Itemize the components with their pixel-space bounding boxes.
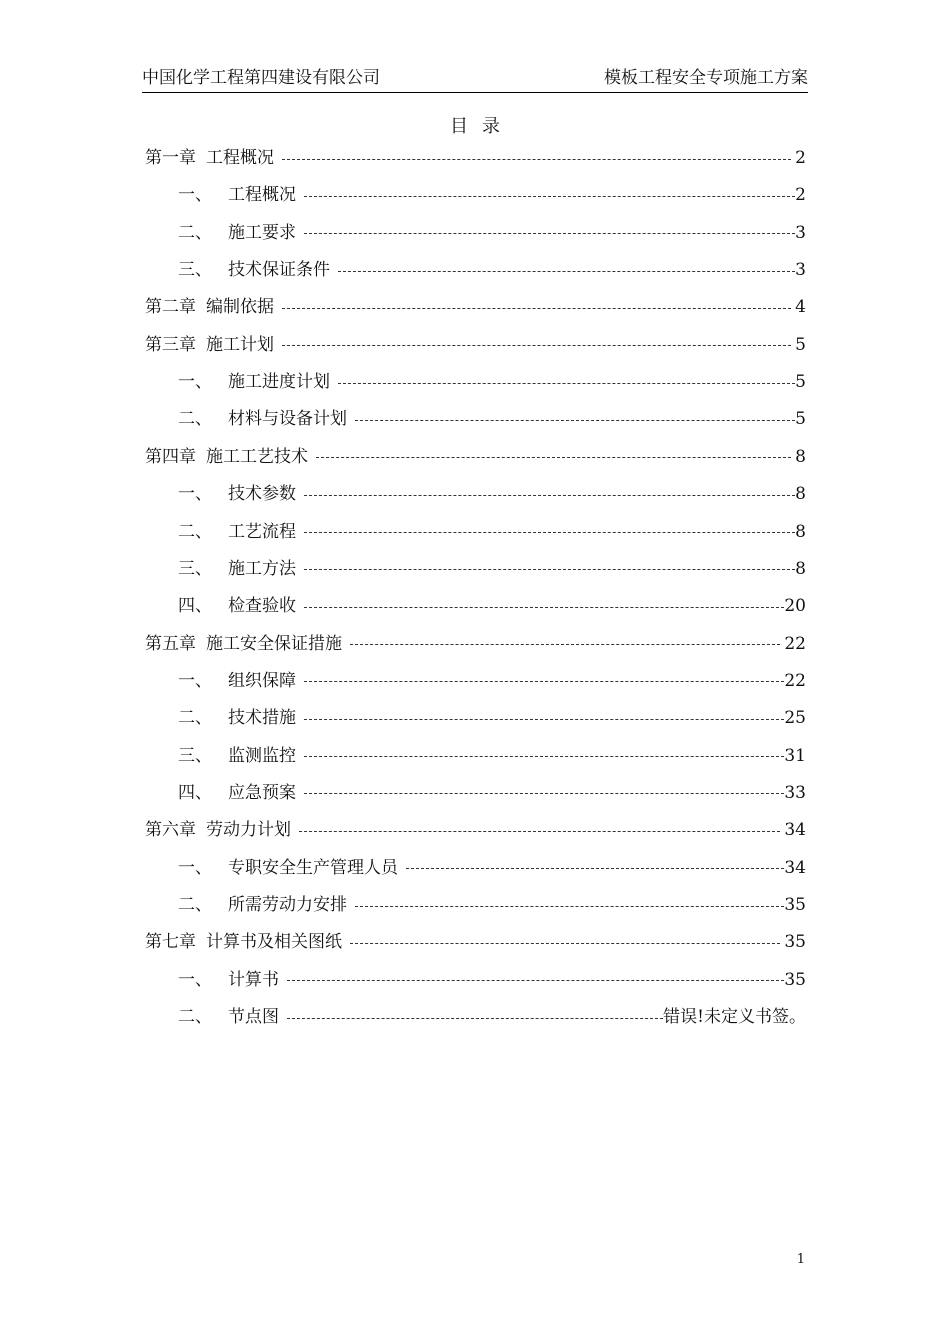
toc-chapter-entry[interactable] [145,817,806,843]
toc-dash-leader [287,1018,663,1019]
toc-entry-page: 35 [784,932,806,953]
toc-entry-number: 一、 [178,372,212,393]
toc-section-entry[interactable] [178,967,806,993]
toc-entry-page: 3 [795,222,806,243]
toc-entry-page: 8 [795,521,806,542]
toc-entry-title: 材料与设备计划 [228,409,347,430]
toc-dash-leader [350,644,780,645]
toc-entry-title: 所需劳动力安排 [228,895,347,915]
toc-entry-title: 技术参数 [228,484,296,505]
toc-entry-number: 三、 [178,558,212,579]
toc-entry-number: 二、 [178,895,212,915]
toc-entry-number: 三、 [178,745,212,766]
toc-dash-leader [304,756,784,757]
toc-dash-leader [282,345,791,346]
toc-entry-number: 第六章 [145,820,196,841]
toc-dash-leader [355,420,795,421]
toc-dash-leader [355,906,784,907]
toc-entry-page: 25 [784,708,806,729]
toc-entry-title: 编制依据 [206,297,274,318]
toc-entry-page: 22 [784,670,806,691]
toc-entry-number: 三、 [178,260,212,281]
toc-entry-title: 工程概况 [228,185,296,206]
toc-section-entry[interactable] [178,481,806,507]
toc-dash-leader [304,719,784,720]
toc-entry-number: 一、 [178,670,212,691]
toc-entry-page: 35 [784,895,806,915]
toc-entry-title: 节点图 [228,1007,279,1028]
toc-section-entry[interactable] [178,780,806,806]
toc-dash-leader [304,607,784,608]
toc-entry-number: 二、 [178,222,212,243]
toc-entry-title: 专职安全生产管理人员 [228,857,398,878]
toc-dash-leader [282,159,791,160]
toc-entry-page: 2 [795,148,806,168]
toc-entry-page: 31 [784,745,806,766]
toc-entry-page: 错误!未定义书签。 [663,1007,806,1028]
toc-entry-title: 监测监控 [228,745,296,766]
toc-entry-page: 4 [795,297,806,318]
toc-dash-leader [287,980,784,981]
toc-entry-number: 二、 [178,1007,212,1028]
toc-entry-number: 二、 [178,409,212,430]
toc-section-entry[interactable] [178,892,806,918]
toc-dash-leader [304,495,795,496]
toc-entry-number: 第七章 [145,932,196,953]
toc-section-entry[interactable] [178,369,806,395]
toc-section-entry[interactable] [178,743,806,769]
toc-entry-page: 8 [795,446,806,467]
toc-entry-number: 四、 [178,596,212,617]
toc-title: 目录 [450,116,514,137]
page-number: 1 [796,1252,805,1267]
toc-entry-page: 5 [795,372,806,393]
toc-entry-page: 34 [784,820,806,841]
toc-dash-leader [299,831,780,832]
toc-entry-page: 8 [795,484,806,505]
toc-dash-leader [304,532,795,533]
toc-section-entry[interactable] [178,257,806,283]
toc-entry-title: 技术措施 [228,708,296,729]
toc-entry-title: 施工工艺技术 [206,446,308,467]
toc-entry-number: 第一章 [145,148,196,168]
toc-dash-leader [350,943,780,944]
toc-entry-page: 35 [784,969,806,990]
toc-entry-title: 施工要求 [228,222,296,243]
toc-dash-leader [338,383,795,384]
toc-entry-title: 施工计划 [206,334,274,355]
toc-entry-page: 3 [795,260,806,281]
toc-entry-page: 2 [795,185,806,206]
toc-entry-number: 一、 [178,857,212,878]
toc-entry-title: 工艺流程 [228,521,296,542]
toc-dash-leader [304,681,784,682]
toc-dash-leader [304,793,784,794]
toc-section-entry[interactable] [178,220,806,246]
toc-section-entry[interactable] [178,1004,806,1030]
toc-chapter-entry[interactable] [145,444,806,470]
toc-entry-page: 22 [784,633,806,654]
toc-section-entry[interactable] [178,593,806,619]
toc-entry-number: 第三章 [145,334,196,355]
toc-section-entry[interactable] [178,668,806,694]
toc-entry-page: 20 [784,596,806,617]
toc-dash-leader [282,308,791,309]
toc-entry-title: 应急预案 [228,782,296,803]
company-name: 中国化学工程第四建设有限公司 [142,68,380,88]
toc-chapter-entry[interactable] [145,294,806,320]
toc-entry-title: 组织保障 [228,670,296,691]
toc-entry-page: 8 [795,558,806,579]
toc-section-entry[interactable] [178,519,806,545]
toc-entry-title: 检查验收 [228,596,296,617]
toc-dash-leader [304,196,795,197]
toc-entry-page: 5 [795,334,806,355]
toc-entry-number: 一、 [178,185,212,206]
toc-dash-leader [338,271,795,272]
toc-chapter-entry[interactable] [145,929,806,955]
toc-chapter-entry[interactable] [145,145,806,171]
toc-chapter-entry[interactable] [145,631,806,657]
toc-entry-title: 技术保证条件 [228,260,330,281]
toc-entry-number: 一、 [178,969,212,990]
toc-entry-page: 5 [795,409,806,430]
toc-entry-page: 34 [784,857,806,878]
toc-entry-title: 施工方法 [228,558,296,579]
toc-entry-number: 一、 [178,484,212,505]
toc-entry-number: 第五章 [145,633,196,654]
toc-dash-leader [304,233,795,234]
toc-chapter-entry[interactable] [145,332,806,358]
toc-entry-title: 计算书 [228,969,279,990]
toc-entry-number: 四、 [178,782,212,803]
toc-entry-title: 施工进度计划 [228,372,330,393]
toc-entry-title: 施工安全保证措施 [206,633,342,654]
toc-entry-page: 33 [784,782,806,803]
toc-entry-title: 劳动力计划 [206,820,291,841]
toc-entry-title: 工程概况 [206,148,274,168]
toc-entry-number: 第二章 [145,297,196,318]
toc-entry-number: 二、 [178,708,212,729]
toc-dash-leader [406,868,784,869]
toc-dash-leader [304,569,795,570]
toc-section-entry[interactable] [178,556,806,582]
toc-entry-number: 二、 [178,521,212,542]
toc-section-entry[interactable] [178,705,806,731]
toc-section-entry[interactable] [178,406,806,432]
toc-section-entry[interactable] [178,182,806,208]
toc-entry-number: 第四章 [145,446,196,467]
toc-dash-leader [316,457,791,458]
toc-section-entry[interactable] [178,855,806,881]
toc-entry-title: 计算书及相关图纸 [206,932,342,953]
document-title: 模板工程安全专项施工方案 [604,68,808,88]
